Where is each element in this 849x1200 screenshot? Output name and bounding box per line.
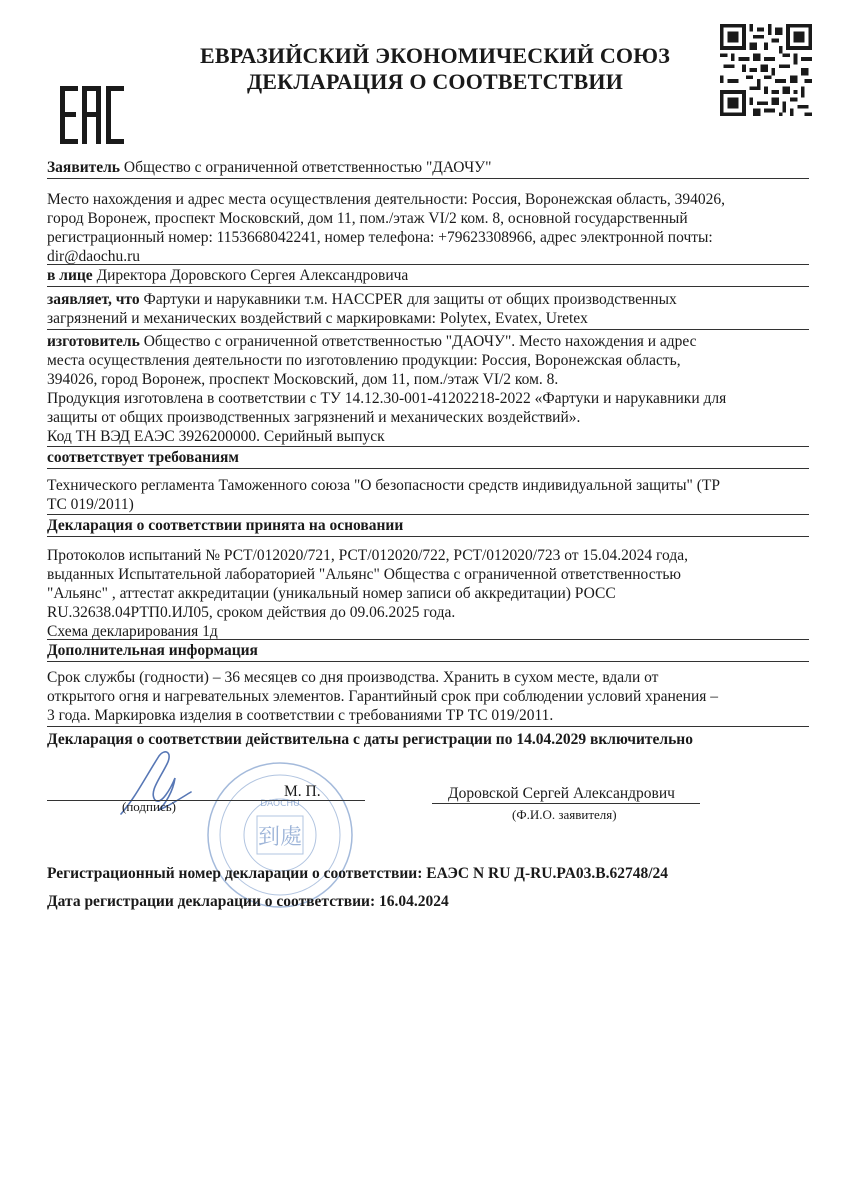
divider (47, 178, 809, 179)
declares-line: Фартуки и нарукавники т.м. HACCPER для защиты от общих производственных (139, 291, 677, 308)
divider (47, 446, 809, 447)
basis-line: Схема декларирования 1д (47, 623, 218, 640)
divider (47, 661, 809, 662)
divider (47, 264, 809, 265)
additional-label: Дополнительная информация (47, 642, 258, 659)
declares-label: заявляет, что (47, 291, 140, 308)
conforms-line: Технического регламента Таможенного союза "О безопасности средств индивидуальной защиты" (ТР (47, 477, 720, 494)
manufacturer-line: Продукция изготовлена в соответствии с ТУ 14.12.30-001-41202218-2022 «Фартуки и нарукавники для (47, 390, 727, 407)
document-title: ДЕКЛАРАЦИЯ О СООТВЕТСТВИИ (246, 69, 624, 94)
signer-name: Доровской Сергей Александрович (448, 785, 675, 802)
registration-number: Регистрационный номер декларации о соответствии: ЕАЭС N RU Д-RU.PA03.B.62748/24 (47, 865, 669, 882)
manufacturer-line: Код ТН ВЭД ЕАЭС 3926200000. Серийный выпуск (47, 428, 385, 445)
name-line (432, 803, 700, 804)
additional-line: открытого огня и нагревательных элементов. Гарантийный срок при соблюдении условий хранения – (47, 688, 719, 705)
conforms-label: соответствует требованиям (47, 449, 239, 466)
address-line: dir@daochu.ru (47, 248, 141, 265)
basis-block (47, 546, 807, 641)
manufacturer-block (47, 332, 807, 446)
validity-line: Декларация о соответствии действительна с даты регистрации по 14.04.2029 включительно (47, 731, 693, 748)
conforms-block (47, 448, 807, 467)
stamp-center-text: 到處 (257, 825, 303, 850)
divider (47, 514, 809, 515)
manufacturer-line: защиты от общих производственных загрязнений и механических воздействий». (47, 409, 581, 426)
qr-code (720, 24, 812, 116)
divider (47, 726, 809, 727)
representative-line (47, 266, 807, 285)
applicant-label: Заявитель (47, 159, 121, 176)
divider (47, 329, 809, 330)
address-block (47, 190, 807, 266)
address-line: регистрационный номер: 1153668042241, номер телефона: +79623308966, адрес электронной почты: (47, 229, 713, 246)
name-caption: (Ф.И.О. заявителя) (512, 807, 617, 822)
basis-line: RU.32638.04РТП0.ИЛ05, сроком действия до 09.06.2025 года. (47, 604, 456, 621)
additional-line: Срок службы (годности) – 36 месяцев со дня производства. Хранить в сухом месте, вдали от (47, 669, 659, 686)
additional-label-line (47, 641, 807, 660)
conforms-text (47, 476, 807, 514)
manufacturer-line: места осуществления деятельности по изготовлению продукции: Россия, Воронежская область, (47, 352, 681, 369)
declares-block (47, 290, 807, 328)
registration-date: Дата регистрации декларации о соответствии: 16.04.2024 (47, 893, 449, 910)
conforms-line: ТС 019/2011) (47, 496, 134, 513)
address-line: Место нахождения и адрес места осуществления деятельности: Россия, Воронежская область, 394026, (47, 191, 725, 208)
basis-label-line (47, 516, 807, 535)
address-line: город Воронеж, проспект Московский, дом 11, пом./этаж VI/2 ком. 8, основной государственный (47, 210, 688, 227)
sign-caption: (подпись) (122, 799, 176, 814)
manufacturer-line: Общество с ограниченной ответственностью "ДАОЧУ". Место нахождения и адрес (139, 333, 697, 350)
stamp-top-text: DAOCHU (260, 799, 300, 809)
basis-line: "Альянс" , аттестат аккредитации (уникальный номер записи об аккредитации) РОСС (47, 585, 616, 602)
applicant-line (47, 158, 807, 177)
manufacturer-label: изготовитель (47, 333, 140, 350)
basis-line: выданных Испытательной лабораторией "Альянс" Общества с ограниченной ответственностью (47, 566, 681, 583)
applicant-value: Общество с ограниченной ответственностью "ДАОЧУ" (120, 159, 492, 176)
manufacturer-line: 394026, город Воронеж, проспект Московский, дом 11, пом./этаж VI/2 ком. 8. (47, 371, 559, 388)
divider (47, 286, 809, 287)
representative-label: в лице (47, 267, 93, 284)
divider (47, 536, 809, 537)
divider (47, 639, 809, 640)
additional-block (47, 668, 807, 725)
divider (47, 468, 809, 469)
eac-logo (60, 86, 124, 144)
basis-label: Декларация о соответствии принята на основании (47, 517, 404, 534)
additional-line: 3 года. Маркировка изделия в соответствии с требованиями ТР ТС 019/2011. (47, 707, 554, 724)
declares-line: загрязнений и механических воздействий с маркировками: Polytex, Evatex, Uretex (47, 310, 588, 327)
mp-label: М. П. (284, 783, 321, 800)
representative-value: Директора Доровского Сергея Александровича (92, 267, 409, 284)
basis-line: Протоколов испытаний № РСТ/012020/721, РСТ/012020/722, РСТ/012020/723 от 15.04.2024 года, (47, 547, 688, 564)
union-title: ЕВРАЗИЙСКИЙ ЭКОНОМИЧЕСКИЙ СОЮЗ (199, 43, 671, 68)
